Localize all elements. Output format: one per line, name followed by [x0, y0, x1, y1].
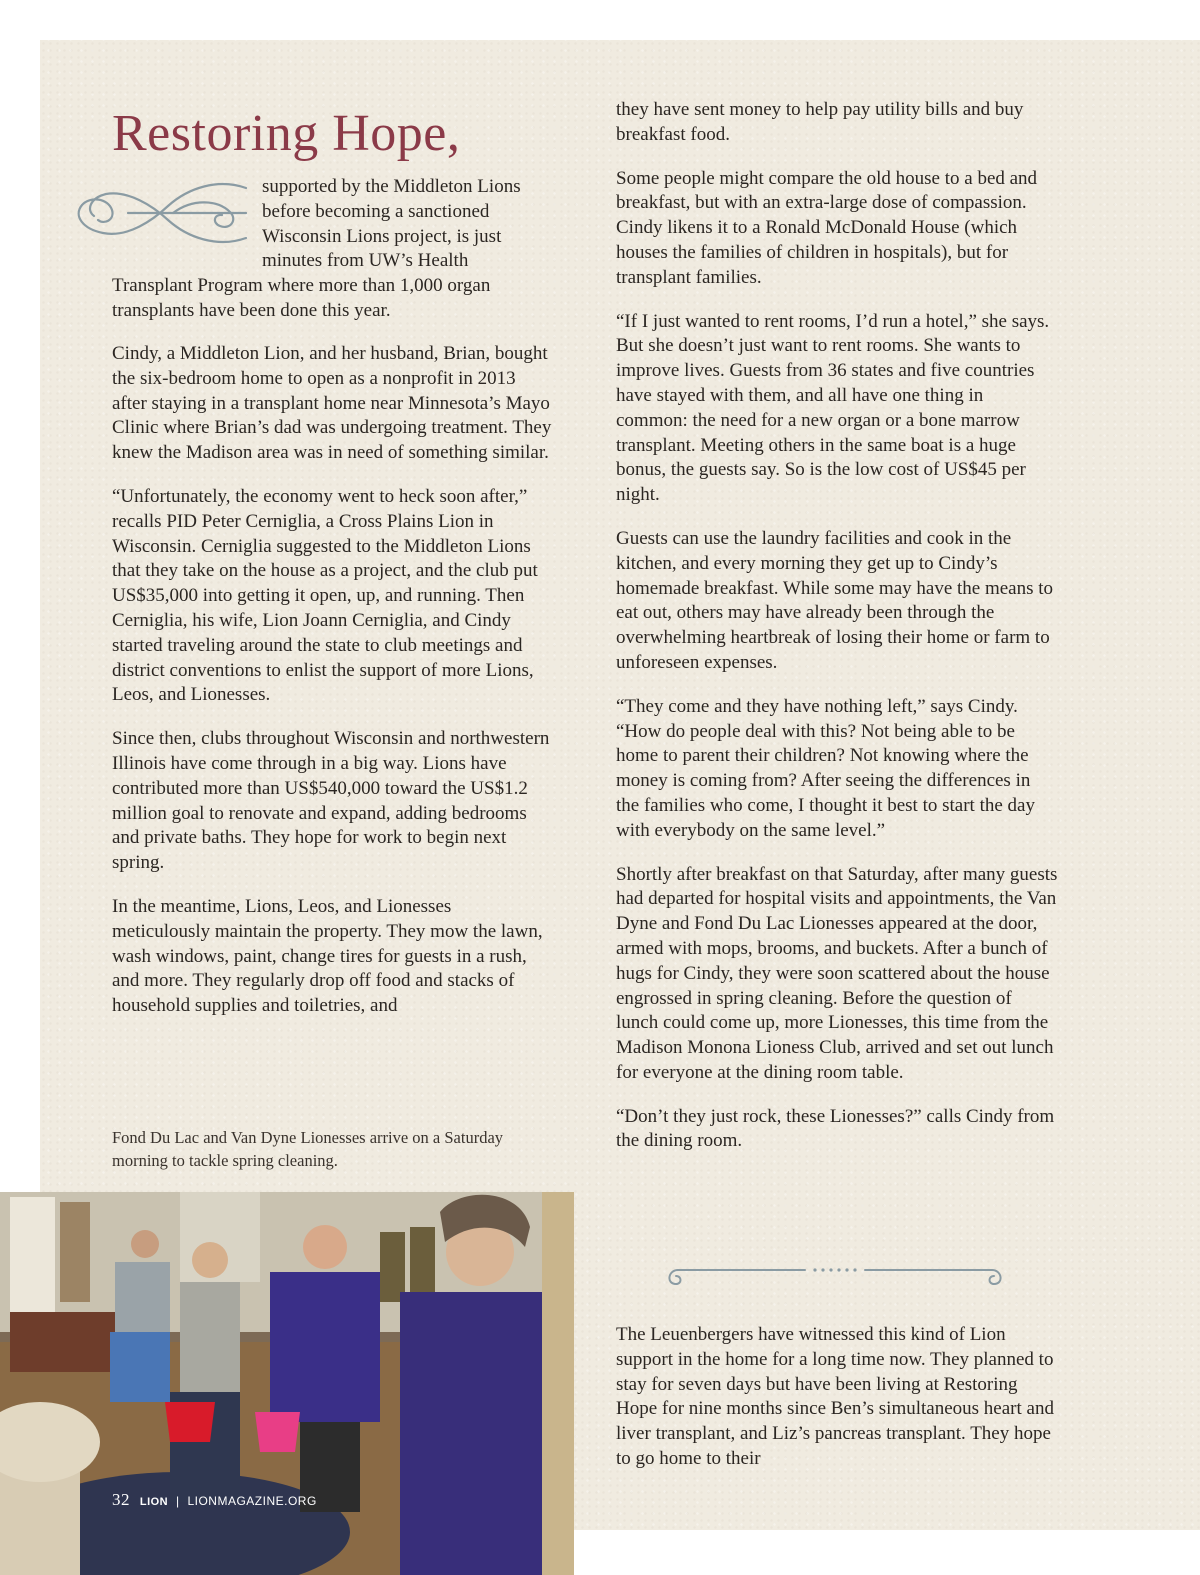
paragraph: “Unfortunately, the economy went to heck soon after,” recalls PID Peter Cerniglia, a Cross Plains Lion in Wisconsin. Cerniglia suggested to the Middleton Lions that they take on the house as a project, and the club put US$35,000 into getting it open, up, and running. Then Cerniglia, his wife, Lion Joann Cerniglia, and Cindy started traveling around the state to club meetings and district conventions to enlist the support of more Lions, Leos, and Lionesses.	[112, 485, 538, 706]
footer-separator: |	[175, 1494, 180, 1508]
article-title: Restoring Hope,	[112, 105, 461, 162]
paragraph: Shortly after breakfast on that Saturday, after many guests had departed for hospital visits and appointments, the Van Dyne and Fond Du Lac Lionesses appeared at the door, armed with mops, brooms, and buckets. After a bunch of hugs for Cindy, they were soon scattered about the house engrossed in spring cleaning. Before the question of lunch could come up, more Lionesses, this time from the Madison Monona Lioness Club, arrived and set out lunch for everyone at the dining room table.	[616, 863, 1058, 1083]
left-column	[112, 342, 552, 1038]
paragraph: Some people might compare the old house to a bed and breakfast, but with an extra-large dose of compassion. Cindy likens it to a Ronald McDonald House (which houses the families of children in hospitals), but for transplant families.	[616, 167, 1038, 288]
paragraph: The Leuenbergers have witnessed this kind of Lion support in the home for a long time now. They planned to stay for seven days but have been living at Restoring Hope for nine months since Ben’s simultaneous heart and liver transplant, and Liz’s pancreas transplant. They hope to go home to their	[616, 1324, 1054, 1469]
page-number: 32	[112, 1490, 130, 1509]
page-footer	[112, 1490, 317, 1510]
magazine-url[interactable]: LIONMAGAZINE.ORG	[187, 1494, 317, 1508]
paragraph: Since then, clubs throughout Wisconsin and northwestern Illinois have come through in a big way. Lions have contributed more than US$540,000 toward the US$1.2 million goal to renovate and expand, adding bedrooms and private baths. They hope for work to begin next spring.	[112, 728, 550, 874]
intro-indented-text: supported by the Middleton Lions before becoming a sanctioned Wisconsin Lions project, is just minutes from UW’s Health	[262, 176, 521, 272]
photo-caption: Fond Du Lac and Van Dyne Lionesses arrive on a Saturday morning to tackle spring cleaning.	[112, 1128, 504, 1170]
paragraph: “They come and they have nothing left,” says Cindy. “How do people deal with this? Not being able to be home to parent their children? Not knowing where the money is coming from? After seeing the differences in the families who come, I thought it best to start the day with everybody on the same level.”	[616, 695, 1035, 841]
swirl-ornament-icon	[68, 178, 248, 248]
paragraph: “Don’t they just rock, these Lionesses?” calls Cindy from the dining room.	[616, 1105, 1055, 1152]
lionesses-photo	[0, 1192, 574, 1575]
paragraph: they have sent money to help pay utility bills and buy breakfast food.	[616, 99, 1024, 145]
intro-continued-text: Transplant Program where more than 1,000 organ transplants have been done this year.	[112, 275, 491, 321]
right-column-after-divider	[616, 1323, 1061, 1472]
right-column	[616, 98, 1058, 1173]
section-divider-icon	[660, 1262, 1010, 1292]
paragraph: “If I just wanted to rent rooms, I’d run a hotel,” she says. But she doesn’t just want to rent rooms. She wants to improve lives. Guests from 36 states and five countries have stayed with them, and all have one thing in common: the need for a new organ or a bone marrow transplant. Meeting others in the same boat is a huge bonus, the guests say. So is the low cost of US$45 per night.	[616, 310, 1050, 506]
paragraph: Guests can use the laundry facilities and cook in the kitchen, and every morning they get up to Cindy’s homemade breakfast. While some may have the means to eat out, others may have already been through the overwhelming heartbreak of losing their home or farm to unforeseen expenses.	[616, 527, 1054, 673]
paragraph: In the meantime, Lions, Leos, and Lionesses meticulously maintain the property. They mow the lawn, wash windows, paint, change tires for guests in a rush, and more. They regularly drop off food and stacks of household supplies and toiletries, and	[112, 895, 543, 1017]
magazine-name: LION	[139, 1496, 169, 1508]
paragraph: Cindy, a Middleton Lion, and her husband, Brian, bought the six-bedroom home to open as a nonprofit in 2013 after staying in a transplant home near Minnesota’s Mayo Clinic where Brian’s dad was undergoing treatment. They knew the Madison area was in need of something similar.	[112, 343, 552, 464]
